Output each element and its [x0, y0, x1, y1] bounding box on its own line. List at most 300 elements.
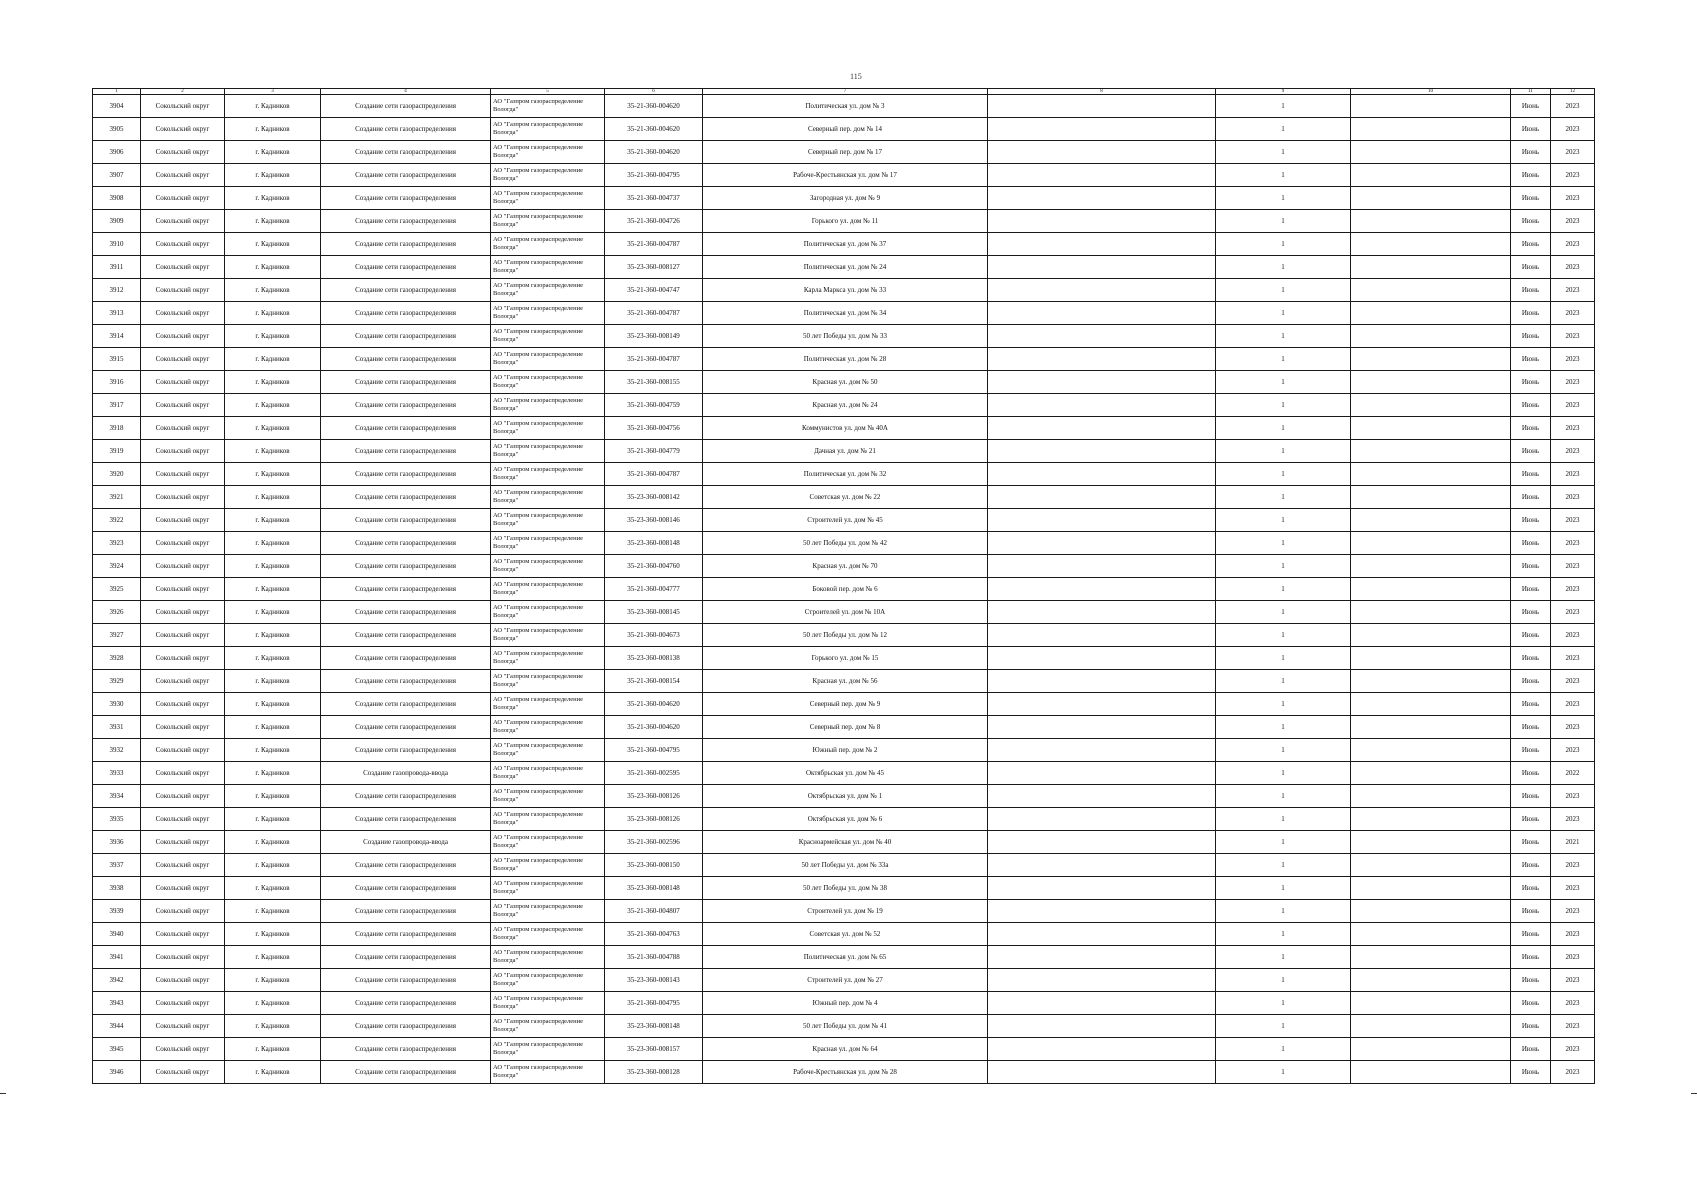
column-number-6: 6 — [605, 89, 703, 95]
cell-record-number: 3943 — [93, 992, 141, 1015]
cell-organization: АО "Газпром газораспределение Вологда" — [491, 808, 605, 831]
cell-month: Июнь — [1511, 578, 1551, 601]
cell-month: Июнь — [1511, 95, 1551, 118]
column-number-5: 5 — [491, 89, 605, 95]
cell-empty-col-10 — [1351, 486, 1511, 509]
cell-settlement: г. Кадников — [225, 233, 321, 256]
cell-work-type: Создание сети газораспределения — [321, 210, 491, 233]
cell-quantity: 1 — [1216, 854, 1351, 877]
cell-record-number: 3934 — [93, 785, 141, 808]
cell-quantity: 1 — [1216, 647, 1351, 670]
table-row — [93, 716, 1595, 739]
cell-empty-col-8 — [988, 831, 1216, 854]
cell-settlement: г. Кадников — [225, 555, 321, 578]
cell-registry-number: 35-23-360-008157 — [605, 1038, 703, 1061]
cell-record-number: 3914 — [93, 325, 141, 348]
cell-settlement: г. Кадников — [225, 854, 321, 877]
cell-year: 2023 — [1551, 394, 1595, 417]
cell-empty-col-10 — [1351, 969, 1511, 992]
cell-registry-number: 35-23-360-008148 — [605, 532, 703, 555]
table-row — [93, 969, 1595, 992]
cell-address: Рабоче-Крестьянская ул. дом № 17 — [703, 164, 988, 187]
cell-district: Сокольский округ — [141, 785, 225, 808]
cell-settlement: г. Кадников — [225, 601, 321, 624]
cell-record-number: 3927 — [93, 624, 141, 647]
cell-empty-col-10 — [1351, 348, 1511, 371]
cell-quantity: 1 — [1216, 394, 1351, 417]
cell-year: 2023 — [1551, 624, 1595, 647]
cell-work-type: Создание сети газораспределения — [321, 969, 491, 992]
cell-address: Политическая ул. дом № 3 — [703, 95, 988, 118]
cell-empty-col-8 — [988, 95, 1216, 118]
cell-work-type: Создание сети газораспределения — [321, 371, 491, 394]
cell-record-number: 3923 — [93, 532, 141, 555]
cell-settlement: г. Кадников — [225, 578, 321, 601]
cell-organization: АО "Газпром газораспределение Вологда" — [491, 1038, 605, 1061]
column-number-4: 4 — [321, 89, 491, 95]
cell-district: Сокольский округ — [141, 463, 225, 486]
cell-settlement: г. Кадников — [225, 486, 321, 509]
cell-empty-col-8 — [988, 693, 1216, 716]
cell-year: 2023 — [1551, 647, 1595, 670]
cell-work-type: Создание сети газораспределения — [321, 601, 491, 624]
cell-month: Июнь — [1511, 946, 1551, 969]
cell-empty-col-8 — [988, 141, 1216, 164]
cell-work-type: Создание сети газораспределения — [321, 670, 491, 693]
cell-work-type: Создание сети газораспределения — [321, 946, 491, 969]
cell-work-type: Создание сети газораспределения — [321, 808, 491, 831]
cell-record-number: 3906 — [93, 141, 141, 164]
cell-year: 2023 — [1551, 900, 1595, 923]
cell-district: Сокольский округ — [141, 187, 225, 210]
table-row — [93, 670, 1595, 693]
cell-work-type: Создание сети газораспределения — [321, 394, 491, 417]
cell-empty-col-10 — [1351, 739, 1511, 762]
cell-empty-col-10 — [1351, 302, 1511, 325]
cell-record-number: 3942 — [93, 969, 141, 992]
cell-address: Октябрьская ул. дом № 1 — [703, 785, 988, 808]
cell-district: Сокольский округ — [141, 808, 225, 831]
cell-organization: АО "Газпром газораспределение Вологда" — [491, 601, 605, 624]
cell-month: Июнь — [1511, 463, 1551, 486]
cell-district: Сокольский округ — [141, 670, 225, 693]
cell-address: Красная ул. дом № 24 — [703, 394, 988, 417]
cell-work-type: Создание сети газораспределения — [321, 440, 491, 463]
cell-organization: АО "Газпром газораспределение Вологда" — [491, 279, 605, 302]
cell-empty-col-8 — [988, 969, 1216, 992]
cell-organization: АО "Газпром газораспределение Вологда" — [491, 923, 605, 946]
cell-month: Июнь — [1511, 279, 1551, 302]
cell-work-type: Создание сети газораспределения — [321, 279, 491, 302]
cell-quantity: 1 — [1216, 923, 1351, 946]
table-row — [93, 555, 1595, 578]
cell-settlement: г. Кадников — [225, 739, 321, 762]
cell-registry-number: 35-23-360-008128 — [605, 1061, 703, 1084]
cell-organization: АО "Газпром газораспределение Вологда" — [491, 716, 605, 739]
cell-quantity: 1 — [1216, 1038, 1351, 1061]
cell-work-type: Создание сети газораспределения — [321, 716, 491, 739]
cell-address: Горького ул. дом № 11 — [703, 210, 988, 233]
cell-registry-number: 35-23-360-008148 — [605, 1015, 703, 1038]
cell-district: Сокольский округ — [141, 118, 225, 141]
cell-year: 2023 — [1551, 233, 1595, 256]
cell-organization: АО "Газпром газораспределение Вологда" — [491, 670, 605, 693]
cell-address: Южный пер. дом № 2 — [703, 739, 988, 762]
cell-record-number: 3916 — [93, 371, 141, 394]
cell-organization: АО "Газпром газораспределение Вологда" — [491, 95, 605, 118]
table-row — [93, 762, 1595, 785]
cell-empty-col-10 — [1351, 371, 1511, 394]
cell-year: 2023 — [1551, 670, 1595, 693]
cell-empty-col-10 — [1351, 900, 1511, 923]
cell-record-number: 3904 — [93, 95, 141, 118]
cell-empty-col-8 — [988, 923, 1216, 946]
table-row — [93, 95, 1595, 118]
cell-year: 2023 — [1551, 256, 1595, 279]
cell-work-type: Создание газопровода-ввода — [321, 831, 491, 854]
cell-record-number: 3909 — [93, 210, 141, 233]
cell-settlement: г. Кадников — [225, 187, 321, 210]
cell-empty-col-8 — [988, 601, 1216, 624]
cell-empty-col-8 — [988, 578, 1216, 601]
cell-work-type: Создание сети газораспределения — [321, 348, 491, 371]
cell-organization: АО "Газпром газораспределение Вологда" — [491, 187, 605, 210]
cell-registry-number: 35-21-360-004777 — [605, 578, 703, 601]
table-row — [93, 210, 1595, 233]
cell-settlement: г. Кадников — [225, 509, 321, 532]
cell-month: Июнь — [1511, 808, 1551, 831]
cell-year: 2023 — [1551, 509, 1595, 532]
cell-empty-col-10 — [1351, 854, 1511, 877]
cell-quantity: 1 — [1216, 716, 1351, 739]
table-row — [93, 785, 1595, 808]
table-row — [93, 1061, 1595, 1084]
cell-month: Июнь — [1511, 302, 1551, 325]
cell-quantity: 1 — [1216, 141, 1351, 164]
table-row — [93, 1015, 1595, 1038]
cell-address: Строителей ул. дом № 45 — [703, 509, 988, 532]
cell-registry-number: 35-23-360-008150 — [605, 854, 703, 877]
table-row — [93, 854, 1595, 877]
cell-settlement: г. Кадников — [225, 463, 321, 486]
table-row — [93, 325, 1595, 348]
table-row — [93, 900, 1595, 923]
cell-empty-col-8 — [988, 785, 1216, 808]
cell-settlement: г. Кадников — [225, 164, 321, 187]
table-row — [93, 877, 1595, 900]
cell-work-type: Создание сети газораспределения — [321, 532, 491, 555]
table-row — [93, 417, 1595, 440]
cell-address: Политическая ул. дом № 28 — [703, 348, 988, 371]
cell-month: Июнь — [1511, 1061, 1551, 1084]
cell-quantity: 1 — [1216, 578, 1351, 601]
cell-empty-col-8 — [988, 555, 1216, 578]
cell-organization: АО "Газпром газораспределение Вологда" — [491, 578, 605, 601]
cell-year: 2023 — [1551, 417, 1595, 440]
cell-year: 2023 — [1551, 95, 1595, 118]
cell-month: Июнь — [1511, 785, 1551, 808]
cell-empty-col-8 — [988, 509, 1216, 532]
cell-settlement: г. Кадников — [225, 325, 321, 348]
cell-organization: АО "Газпром газораспределение Вологда" — [491, 440, 605, 463]
cell-month: Июнь — [1511, 854, 1551, 877]
cell-district: Сокольский округ — [141, 1061, 225, 1084]
cell-empty-col-8 — [988, 1061, 1216, 1084]
cell-month: Июнь — [1511, 141, 1551, 164]
cell-district: Сокольский округ — [141, 509, 225, 532]
cell-record-number: 3908 — [93, 187, 141, 210]
cell-empty-col-10 — [1351, 210, 1511, 233]
cell-address: Боковой пер. дом № 6 — [703, 578, 988, 601]
cell-record-number: 3921 — [93, 486, 141, 509]
cell-empty-col-10 — [1351, 762, 1511, 785]
table-row — [93, 923, 1595, 946]
column-number-12: 12 — [1551, 89, 1595, 95]
cell-address: 50 лет Победы ул. дом № 12 — [703, 624, 988, 647]
cell-organization: АО "Газпром газораспределение Вологда" — [491, 417, 605, 440]
cell-year: 2023 — [1551, 739, 1595, 762]
cell-month: Июнь — [1511, 440, 1551, 463]
cell-year: 2023 — [1551, 348, 1595, 371]
cell-district: Сокольский округ — [141, 348, 225, 371]
cell-empty-col-8 — [988, 854, 1216, 877]
table-row — [93, 946, 1595, 969]
table-row — [93, 233, 1595, 256]
cell-work-type: Создание сети газораспределения — [321, 141, 491, 164]
cell-empty-col-8 — [988, 486, 1216, 509]
table-row — [93, 624, 1595, 647]
cell-settlement: г. Кадников — [225, 1015, 321, 1038]
cell-district: Сокольский округ — [141, 762, 225, 785]
cell-work-type: Создание сети газораспределения — [321, 992, 491, 1015]
cell-registry-number: 35-21-360-004747 — [605, 279, 703, 302]
cell-settlement: г. Кадников — [225, 992, 321, 1015]
cell-registry-number: 35-21-360-004737 — [605, 187, 703, 210]
cell-address: Загородная ул. дом № 9 — [703, 187, 988, 210]
cell-address: 50 лет Победы ул. дом № 33 — [703, 325, 988, 348]
cell-district: Сокольский округ — [141, 716, 225, 739]
cell-address: 50 лет Победы ул. дом № 33а — [703, 854, 988, 877]
cell-empty-col-10 — [1351, 693, 1511, 716]
cell-district: Сокольский округ — [141, 164, 225, 187]
table-row — [93, 302, 1595, 325]
cell-empty-col-8 — [988, 164, 1216, 187]
cell-quantity: 1 — [1216, 279, 1351, 302]
cell-empty-col-10 — [1351, 233, 1511, 256]
cell-empty-col-10 — [1351, 394, 1511, 417]
cell-empty-col-10 — [1351, 95, 1511, 118]
cell-registry-number: 35-21-360-004787 — [605, 348, 703, 371]
left-edge-mark — [0, 1093, 6, 1094]
cell-district: Сокольский округ — [141, 693, 225, 716]
cell-registry-number: 35-23-360-008126 — [605, 785, 703, 808]
cell-empty-col-8 — [988, 417, 1216, 440]
cell-address: Красная ул. дом № 70 — [703, 555, 988, 578]
cell-registry-number: 35-21-360-004620 — [605, 693, 703, 716]
cell-quantity: 1 — [1216, 463, 1351, 486]
cell-quantity: 1 — [1216, 1061, 1351, 1084]
cell-district: Сокольский округ — [141, 210, 225, 233]
cell-year: 2023 — [1551, 1015, 1595, 1038]
cell-record-number: 3924 — [93, 555, 141, 578]
cell-settlement: г. Кадников — [225, 348, 321, 371]
cell-work-type: Создание сети газораспределения — [321, 1061, 491, 1084]
cell-district: Сокольский округ — [141, 233, 225, 256]
cell-district: Сокольский округ — [141, 1015, 225, 1038]
cell-empty-col-8 — [988, 371, 1216, 394]
cell-quantity: 1 — [1216, 1015, 1351, 1038]
cell-record-number: 3911 — [93, 256, 141, 279]
cell-work-type: Создание сети газораспределения — [321, 509, 491, 532]
cell-year: 2023 — [1551, 279, 1595, 302]
cell-month: Июнь — [1511, 325, 1551, 348]
cell-month: Июнь — [1511, 394, 1551, 417]
cell-work-type: Создание сети газораспределения — [321, 118, 491, 141]
cell-organization: АО "Газпром газораспределение Вологда" — [491, 325, 605, 348]
cell-settlement: г. Кадников — [225, 95, 321, 118]
cell-settlement: г. Кадников — [225, 785, 321, 808]
cell-district: Сокольский округ — [141, 578, 225, 601]
page-number: 115 — [850, 72, 862, 81]
cell-work-type: Создание газопровода-ввода — [321, 762, 491, 785]
cell-quantity: 1 — [1216, 785, 1351, 808]
cell-organization: АО "Газпром газораспределение Вологда" — [491, 302, 605, 325]
cell-empty-col-8 — [988, 647, 1216, 670]
cell-empty-col-8 — [988, 440, 1216, 463]
cell-record-number: 3910 — [93, 233, 141, 256]
table-row — [93, 831, 1595, 854]
cell-registry-number: 35-21-360-004620 — [605, 118, 703, 141]
cell-registry-number: 35-21-360-004795 — [605, 739, 703, 762]
cell-address: Южный пер. дом № 4 — [703, 992, 988, 1015]
cell-settlement: г. Кадников — [225, 256, 321, 279]
cell-organization: АО "Газпром газораспределение Вологда" — [491, 463, 605, 486]
cell-district: Сокольский округ — [141, 900, 225, 923]
cell-organization: АО "Газпром газораспределение Вологда" — [491, 785, 605, 808]
cell-work-type: Создание сети газораспределения — [321, 233, 491, 256]
cell-year: 2023 — [1551, 187, 1595, 210]
cell-organization: АО "Газпром газораспределение Вологда" — [491, 624, 605, 647]
cell-registry-number: 35-23-360-008145 — [605, 601, 703, 624]
cell-year: 2023 — [1551, 141, 1595, 164]
cell-quantity: 1 — [1216, 808, 1351, 831]
cell-record-number: 3915 — [93, 348, 141, 371]
cell-empty-col-8 — [988, 302, 1216, 325]
cell-month: Июнь — [1511, 716, 1551, 739]
table-row — [93, 647, 1595, 670]
cell-organization: АО "Газпром газораспределение Вологда" — [491, 831, 605, 854]
cell-district: Сокольский округ — [141, 302, 225, 325]
cell-month: Июнь — [1511, 532, 1551, 555]
cell-registry-number: 35-23-360-008127 — [605, 256, 703, 279]
cell-work-type: Создание сети газораспределения — [321, 325, 491, 348]
cell-address: Советская ул. дом № 22 — [703, 486, 988, 509]
cell-record-number: 3925 — [93, 578, 141, 601]
cell-quantity: 1 — [1216, 187, 1351, 210]
cell-record-number: 3931 — [93, 716, 141, 739]
cell-record-number: 3946 — [93, 1061, 141, 1084]
cell-organization: АО "Газпром газораспределение Вологда" — [491, 647, 605, 670]
table-row — [93, 164, 1595, 187]
cell-address: Октябрьская ул. дом № 45 — [703, 762, 988, 785]
table-row — [93, 141, 1595, 164]
cell-settlement: г. Кадников — [225, 394, 321, 417]
cell-quantity: 1 — [1216, 532, 1351, 555]
cell-address: Рабоче-Крестьянская ул. дом № 28 — [703, 1061, 988, 1084]
column-number-1: 1 — [93, 89, 141, 95]
cell-year: 2023 — [1551, 716, 1595, 739]
cell-quantity: 1 — [1216, 992, 1351, 1015]
cell-empty-col-10 — [1351, 1061, 1511, 1084]
cell-year: 2023 — [1551, 578, 1595, 601]
cell-quantity: 1 — [1216, 739, 1351, 762]
cell-district: Сокольский округ — [141, 831, 225, 854]
cell-district: Сокольский округ — [141, 946, 225, 969]
cell-quantity: 1 — [1216, 693, 1351, 716]
cell-empty-col-8 — [988, 877, 1216, 900]
cell-empty-col-10 — [1351, 946, 1511, 969]
cell-empty-col-10 — [1351, 118, 1511, 141]
cell-record-number: 3926 — [93, 601, 141, 624]
cell-registry-number: 35-23-360-008142 — [605, 486, 703, 509]
cell-empty-col-8 — [988, 325, 1216, 348]
cell-year: 2023 — [1551, 463, 1595, 486]
cell-address: Красноармейская ул. дом № 40 — [703, 831, 988, 854]
cell-district: Сокольский округ — [141, 877, 225, 900]
cell-month: Июнь — [1511, 739, 1551, 762]
table-row — [93, 808, 1595, 831]
cell-organization: АО "Газпром газораспределение Вологда" — [491, 555, 605, 578]
cell-address: Горького ул. дом № 15 — [703, 647, 988, 670]
cell-month: Июнь — [1511, 693, 1551, 716]
cell-registry-number: 35-21-360-004807 — [605, 900, 703, 923]
cell-record-number: 3935 — [93, 808, 141, 831]
cell-address: Карла Маркса ул. дом № 33 — [703, 279, 988, 302]
cell-district: Сокольский округ — [141, 279, 225, 302]
cell-settlement: г. Кадников — [225, 877, 321, 900]
cell-organization: АО "Газпром газораспределение Вологда" — [491, 118, 605, 141]
table-row — [93, 348, 1595, 371]
cell-registry-number: 35-21-360-008155 — [605, 371, 703, 394]
cell-empty-col-10 — [1351, 509, 1511, 532]
cell-month: Июнь — [1511, 210, 1551, 233]
cell-empty-col-10 — [1351, 877, 1511, 900]
table-row — [93, 693, 1595, 716]
cell-empty-col-8 — [988, 739, 1216, 762]
cell-record-number: 3907 — [93, 164, 141, 187]
cell-empty-col-10 — [1351, 279, 1511, 302]
cell-registry-number: 35-21-360-004673 — [605, 624, 703, 647]
cell-address: Северный пер. дом № 17 — [703, 141, 988, 164]
table-row — [93, 394, 1595, 417]
cell-registry-number: 35-21-360-002596 — [605, 831, 703, 854]
cell-organization: АО "Газпром газораспределение Вологда" — [491, 969, 605, 992]
cell-district: Сокольский округ — [141, 601, 225, 624]
cell-month: Июнь — [1511, 256, 1551, 279]
cell-settlement: г. Кадников — [225, 647, 321, 670]
cell-empty-col-8 — [988, 532, 1216, 555]
cell-settlement: г. Кадников — [225, 716, 321, 739]
cell-district: Сокольский округ — [141, 141, 225, 164]
cell-quantity: 1 — [1216, 831, 1351, 854]
cell-month: Июнь — [1511, 877, 1551, 900]
column-number-8: 8 — [988, 89, 1216, 95]
cell-month: Июнь — [1511, 969, 1551, 992]
table-row — [93, 739, 1595, 762]
table-row — [93, 256, 1595, 279]
cell-record-number: 3944 — [93, 1015, 141, 1038]
cell-work-type: Создание сети газораспределения — [321, 877, 491, 900]
